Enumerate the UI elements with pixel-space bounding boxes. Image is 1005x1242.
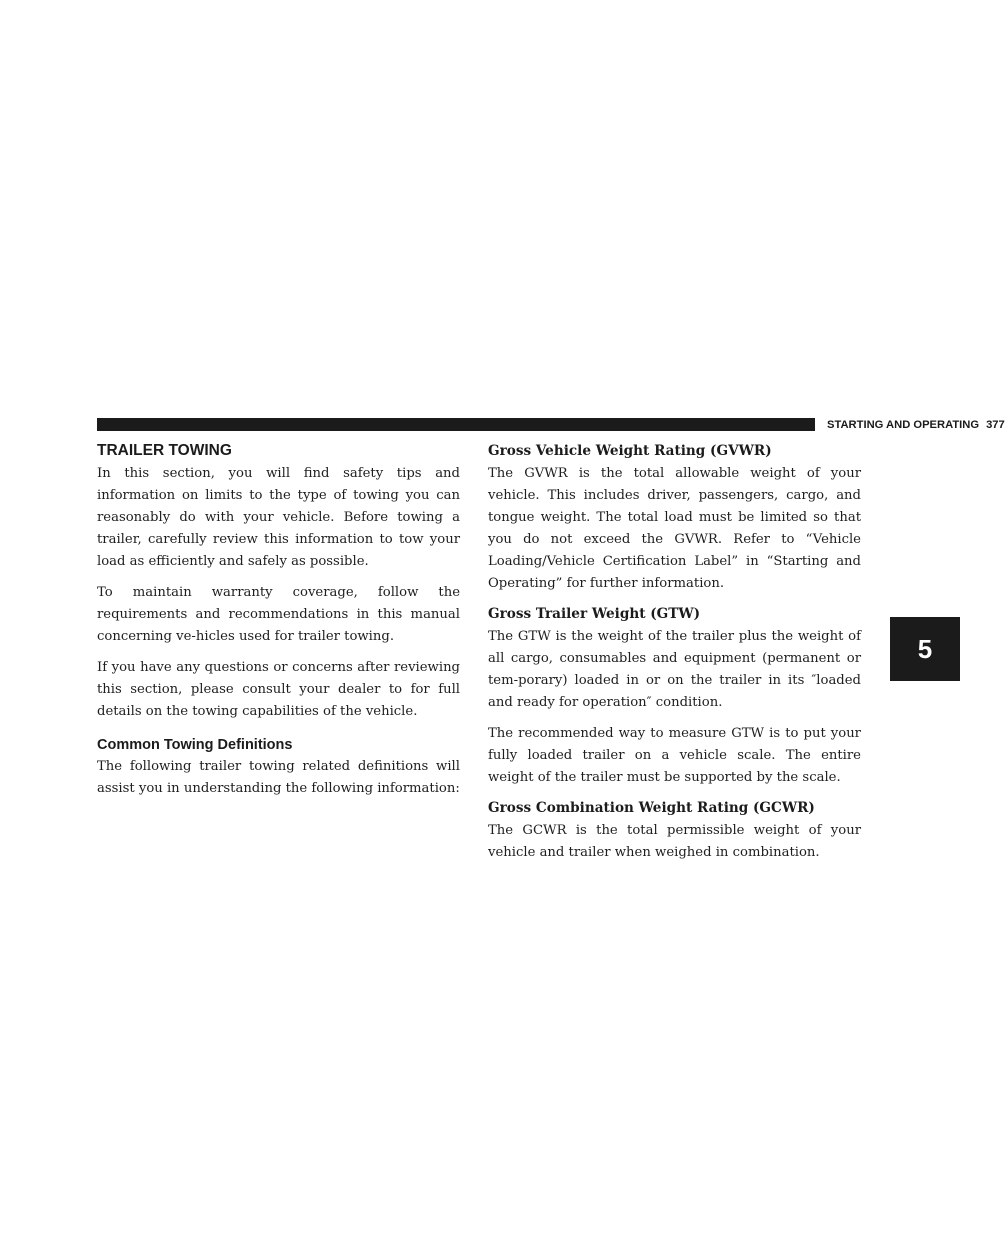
page-number: 377 [986,419,1005,431]
subsection-heading: Common Towing Definitions [97,737,293,753]
gtw-paragraph: The GTW is the weight of the trailer plus the weight of all cargo, consumables and equipment (permanent or tem-porary) loaded in or on the trailer in its ″loaded and ready for operation″ condition. [488,629,861,710]
gtw-measure-paragraph: The recommended way to measure GTW is to put your fully loaded trailer on a vehicle scale. The entire weight of the trailer must be supported by the scale. [488,726,861,785]
header-rule [97,418,815,431]
gvwr-heading: Gross Vehicle Weight Rating (GVWR) [488,443,772,459]
left-column [97,441,460,800]
warranty-paragraph: To maintain warranty coverage, follow the requirements and recommendations in this manual concerning ve-hicles used for trailer towing. [97,585,460,644]
chapter-tab: 5 [890,617,960,681]
gcwr-heading: Gross Combination Weight Rating (GCWR) [488,800,815,816]
gtw-heading: Gross Trailer Weight (GTW) [488,606,701,622]
questions-paragraph: If you have any questions or concerns after reviewing this section, please consult your dealer to for full details on the towing capabilities of the vehicle. [97,660,460,719]
section-heading: TRAILER TOWING [97,442,232,459]
gcwr-paragraph: The GCWR is the total permissible weight of your vehicle and trailer when weighed in combination. [488,823,861,860]
section-title: STARTING AND OPERATING [827,419,980,431]
running-header [827,418,1005,433]
right-column [488,441,861,864]
intro-paragraph: In this section, you will find safety tips and information on limits to the type of towing you can reasonably do with your vehicle. Before towing a trailer, carefully review this information to tow your load as efficiently and safely as possible. [97,466,460,569]
gvwr-paragraph: The GVWR is the total allowable weight of your vehicle. This includes driver, passengers, cargo, and tongue weight. The total load must be limited so that you do not exceed the GVWR. Refer to “Vehicle Loading/Vehicle Certification Label” in “Starting and Operating” for further information. [488,466,861,591]
definitions-intro: The following trailer towing related definitions will assist you in understanding the following information: [97,759,460,796]
